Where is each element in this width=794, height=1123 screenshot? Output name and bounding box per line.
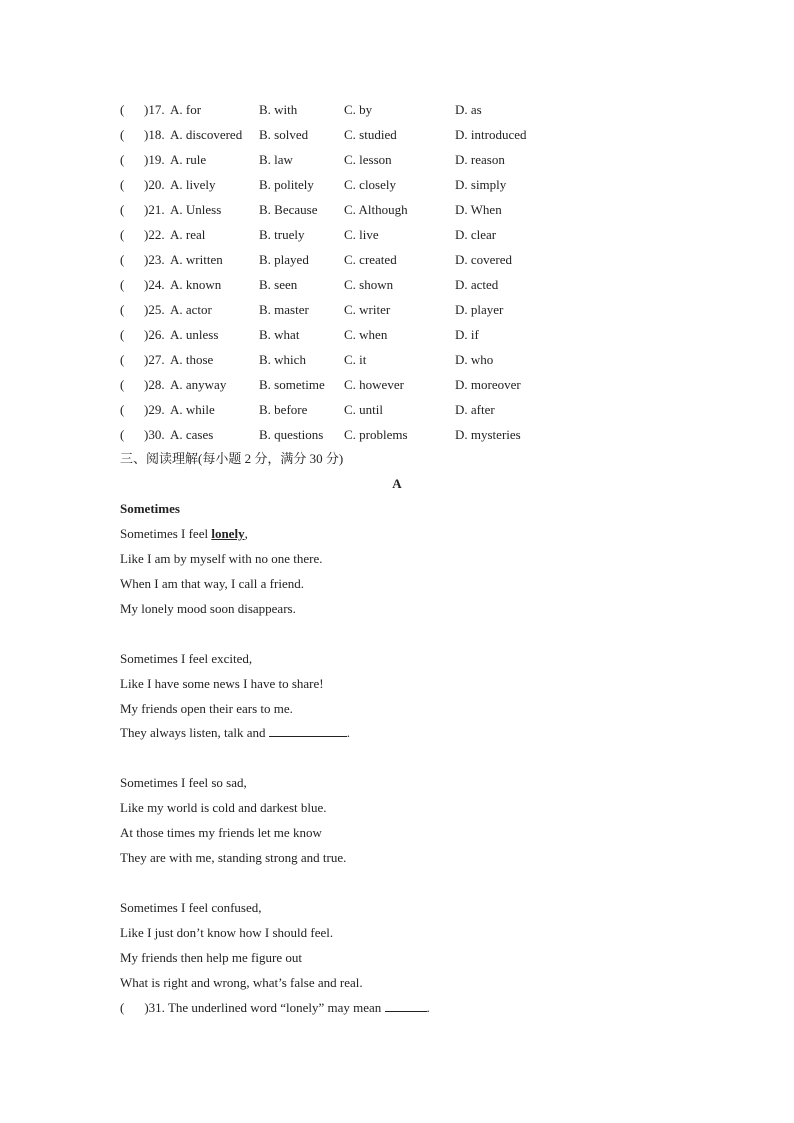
- question-number: )18.: [144, 127, 165, 142]
- option-c[interactable]: C. live: [344, 227, 379, 242]
- cloze-question-row: [120, 322, 680, 347]
- poem-line: [120, 521, 248, 546]
- cloze-question-row: [120, 372, 680, 397]
- poem-line: At those times my friends let me know: [120, 825, 322, 840]
- option-d[interactable]: D. as: [455, 102, 482, 117]
- option-a[interactable]: A. real: [170, 227, 206, 242]
- option-b[interactable]: B. master: [259, 302, 309, 317]
- poem-line: My friends open their ears to me.: [120, 701, 293, 716]
- option-a[interactable]: A. those: [170, 352, 214, 367]
- poem-line: What is right and wrong, what’s false and real.: [120, 975, 363, 990]
- option-a[interactable]: A. unless: [170, 327, 219, 342]
- option-a[interactable]: A. while: [170, 402, 215, 417]
- option-c[interactable]: C. when: [344, 327, 388, 342]
- answer-paren[interactable]: (: [120, 152, 125, 167]
- question-number: )25.: [144, 302, 165, 317]
- option-d[interactable]: D. mysteries: [455, 427, 521, 442]
- option-d[interactable]: D. acted: [455, 277, 499, 292]
- question-number: )24.: [144, 277, 165, 292]
- poem-line: Sometimes I feel excited,: [120, 651, 253, 666]
- poem-line: Like I just don’t know how I should feel.: [120, 925, 334, 940]
- poem-line: My lonely mood soon disappears.: [120, 601, 296, 616]
- answer-paren[interactable]: (: [120, 202, 125, 217]
- option-d[interactable]: D. introduced: [455, 127, 527, 142]
- cloze-question-row: [120, 397, 680, 422]
- option-c[interactable]: C. it: [344, 352, 367, 367]
- option-d[interactable]: D. covered: [455, 252, 513, 267]
- option-a[interactable]: A. known: [170, 277, 222, 292]
- question-31: [120, 995, 430, 1020]
- cloze-question-row: [120, 222, 680, 247]
- cloze-question-row: [120, 347, 680, 372]
- answer-paren[interactable]: (: [120, 377, 125, 392]
- option-c[interactable]: C. until: [344, 402, 384, 417]
- option-a[interactable]: A. actor: [170, 302, 212, 317]
- option-d[interactable]: D. player: [455, 302, 504, 317]
- cloze-question-row: [120, 297, 680, 322]
- poem-text: They always listen, talk and: [120, 725, 269, 740]
- question-number: )28.: [144, 377, 165, 392]
- cloze-question-row: [120, 172, 680, 197]
- question-number: )21.: [144, 202, 165, 217]
- option-d[interactable]: D. When: [455, 202, 502, 217]
- option-a[interactable]: A. anyway: [170, 377, 227, 392]
- option-b[interactable]: B. Because: [259, 202, 318, 217]
- answer-paren[interactable]: (: [120, 127, 125, 142]
- option-a[interactable]: A. Unless: [170, 202, 222, 217]
- option-c[interactable]: C. lesson: [344, 152, 392, 167]
- option-b[interactable]: B. with: [259, 102, 298, 117]
- poem-line: Sometimes I feel confused,: [120, 900, 262, 915]
- poem-line: Like I am by myself with no one there.: [120, 551, 323, 566]
- option-b[interactable]: B. before: [259, 402, 308, 417]
- option-d[interactable]: D. clear: [455, 227, 497, 242]
- answer-paren[interactable]: (: [120, 352, 125, 367]
- option-d[interactable]: D. after: [455, 402, 495, 417]
- answer-paren[interactable]: (: [120, 427, 125, 442]
- poem-line: Like my world is cold and darkest blue.: [120, 800, 327, 815]
- option-b[interactable]: B. law: [259, 152, 293, 167]
- answer-paren[interactable]: (: [120, 402, 125, 417]
- answer-paren[interactable]: (: [120, 227, 125, 242]
- cloze-question-row: [120, 247, 680, 272]
- option-d[interactable]: D. reason: [455, 152, 505, 167]
- option-a[interactable]: A. for: [170, 102, 202, 117]
- option-b[interactable]: B. played: [259, 252, 309, 267]
- option-a[interactable]: A. written: [170, 252, 223, 267]
- cloze-question-row: [120, 422, 680, 447]
- cloze-question-row: [120, 97, 680, 122]
- option-d[interactable]: D. if: [455, 327, 479, 342]
- question-number: )22.: [144, 227, 165, 242]
- question-number: )29.: [144, 402, 165, 417]
- poem-text: ,: [244, 526, 248, 541]
- answer-paren[interactable]: (: [120, 302, 125, 317]
- question-number: )23.: [144, 252, 165, 267]
- option-b[interactable]: B. what: [259, 327, 300, 342]
- poem-line: When I am that way, I call a friend.: [120, 576, 304, 591]
- option-c[interactable]: C. Although: [344, 202, 408, 217]
- answer-blank[interactable]: [385, 997, 427, 1012]
- question-number: )26.: [144, 327, 165, 342]
- option-b[interactable]: B. truely: [259, 227, 305, 242]
- option-c[interactable]: C. closely: [344, 177, 396, 192]
- poem-text: Sometimes I feel: [120, 526, 212, 541]
- answer-paren[interactable]: (: [120, 277, 125, 292]
- question-number: )27.: [144, 352, 165, 367]
- poem-title: Sometimes: [120, 501, 180, 516]
- cloze-question-row: [120, 197, 680, 222]
- cloze-question-row: [120, 122, 680, 147]
- poem-text: .: [346, 725, 350, 740]
- option-a[interactable]: A. cases: [170, 427, 214, 442]
- answer-paren[interactable]: (: [120, 252, 125, 267]
- cloze-question-row: [120, 272, 680, 297]
- option-c[interactable]: C. studied: [344, 127, 397, 142]
- option-a[interactable]: A. discovered: [170, 127, 243, 142]
- answer-blank[interactable]: [269, 722, 347, 737]
- option-b[interactable]: B. sometime: [259, 377, 325, 392]
- question-number: )30.: [144, 427, 165, 442]
- option-b[interactable]: B. which: [259, 352, 306, 367]
- answer-paren[interactable]: (: [120, 102, 125, 117]
- answer-paren[interactable]: (: [120, 327, 125, 342]
- option-b[interactable]: B. seen: [259, 277, 298, 292]
- option-c[interactable]: C. problems: [344, 427, 408, 442]
- question-number: )19.: [144, 152, 165, 167]
- answer-paren[interactable]: (: [120, 177, 125, 192]
- option-a[interactable]: A. lively: [170, 177, 216, 192]
- option-d[interactable]: D. moreover: [455, 377, 521, 392]
- poem-line: [120, 720, 350, 745]
- cloze-question-row: [120, 147, 680, 172]
- poem-line: They are with me, standing strong and true.: [120, 850, 347, 865]
- question-number: )20.: [144, 177, 165, 192]
- poem-line: Like I have some news I have to share!: [120, 676, 324, 691]
- poem-line: Sometimes I feel so sad,: [120, 775, 247, 790]
- option-b[interactable]: B. questions: [259, 427, 324, 442]
- option-c[interactable]: C. writer: [344, 302, 391, 317]
- option-a[interactable]: A. rule: [170, 152, 207, 167]
- underlined-word: lonely: [211, 526, 245, 541]
- option-c[interactable]: C. shown: [344, 277, 394, 292]
- poem-line: My friends then help me figure out: [120, 950, 302, 965]
- option-b[interactable]: B. solved: [259, 127, 309, 142]
- option-c[interactable]: C. by: [344, 102, 373, 117]
- question-text: .: [426, 1000, 430, 1015]
- option-d[interactable]: D. who: [455, 352, 494, 367]
- section-title: 三、阅读理解(每小题 2 分，满分 30 分): [120, 451, 344, 466]
- passage-label: A: [392, 476, 402, 491]
- option-b[interactable]: B. politely: [259, 177, 314, 192]
- option-c[interactable]: C. created: [344, 252, 397, 267]
- question-text: )31. The underlined word “lonely” may mean: [144, 1000, 385, 1015]
- option-c[interactable]: C. however: [344, 377, 404, 392]
- option-d[interactable]: D. simply: [455, 177, 507, 192]
- answer-paren[interactable]: (: [120, 1000, 125, 1015]
- question-number: )17.: [144, 102, 165, 117]
